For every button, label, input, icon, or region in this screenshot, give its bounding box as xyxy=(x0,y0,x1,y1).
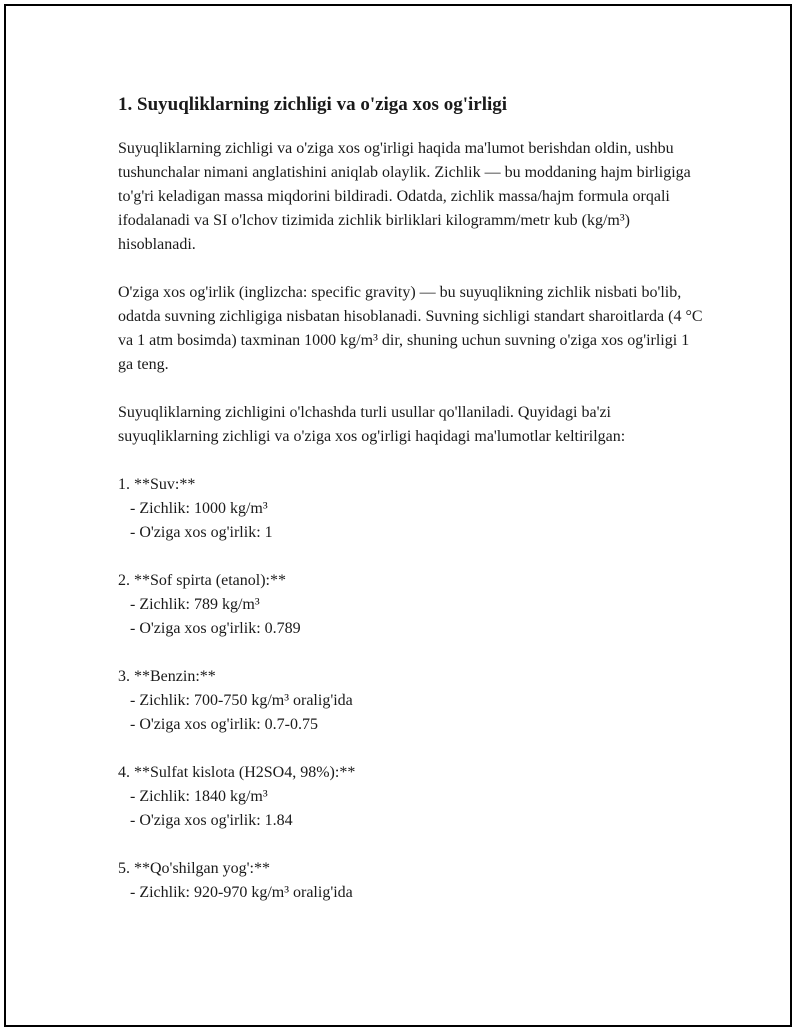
list-item-density: - Zichlik: 1000 kg/m³ xyxy=(130,500,268,517)
list-item-water xyxy=(118,473,708,545)
list-item-gravity: - O'ziga xos og'irlik: 0.7-0.75 xyxy=(130,716,318,733)
paragraph-specific-gravity: O'ziga xos og'irlik (inglizcha: specific gravity) — bu suyuqlikning zichlik nisbati bo'lib, odatda suvning zichligiga nisbatan hisoblanadi. Suvning sichligi standart sharoitlarda (4 °C va 1 atm bosimda) taxminan 1000 kg/m³ dir, shuning uchun suvning o'ziga xos og'irligi 1 ga teng. xyxy=(118,284,707,373)
list-item-oil xyxy=(118,857,708,905)
list-item-title: 3. **Benzin:** xyxy=(118,668,216,685)
list-item-ethanol xyxy=(118,569,708,641)
document-body xyxy=(118,92,708,905)
list-item-density: - Zichlik: 700-750 kg/m³ oralig'ida xyxy=(130,692,353,709)
paragraph-density-intro: Suyuqliklarning zichligi va o'ziga xos og'irligi haqida ma'lumot berishdan oldin, ushbu tushunchalar nimani anglatishini aniqlab olaylik. Zichlik — bu moddaning hajm birligiga to'g'ri keladigan massa miqdorini bildiradi. Odatda, zichlik massa/hajm formula orqali ifodalanadi va SI o'lchov tizimida zichlik birliklari kilogramm/metr kub (kg/m³) hisoblanadi. xyxy=(118,140,695,253)
list-item-title: 4. **Sulfat kislota (H2SO4, 98%):** xyxy=(118,764,356,781)
list-item-sulfuric-acid xyxy=(118,761,708,833)
list-item-density: - Zichlik: 789 kg/m³ xyxy=(130,596,260,613)
list-item-gasoline xyxy=(118,665,708,737)
list-item-gravity: - O'ziga xos og'irlik: 1 xyxy=(130,524,273,541)
list-item-gravity: - O'ziga xos og'irlik: 1.84 xyxy=(130,812,293,829)
list-item-density: - Zichlik: 1840 kg/m³ xyxy=(130,788,268,805)
paragraph-list-intro: Suyuqliklarning zichligini o'lchashda turli usullar qo'llaniladi. Quyidagi ba'zi suyuqliklarning zichligi va o'ziga xos og'irligi haqidagi ma'lumotlar keltirilgan: xyxy=(118,404,626,445)
list-item-title: 2. **Sof spirta (etanol):** xyxy=(118,572,286,589)
list-item-title: 5. **Qo'shilgan yog':** xyxy=(118,860,270,877)
list-item-title: 1. **Suv:** xyxy=(118,476,196,493)
section-heading: 1. Suyuqliklarning zichligi va o'ziga xos og'irligi xyxy=(118,94,508,115)
list-item-gravity: - O'ziga xos og'irlik: 0.789 xyxy=(130,620,301,637)
list-item-density: - Zichlik: 920-970 kg/m³ oralig'ida xyxy=(130,884,353,901)
